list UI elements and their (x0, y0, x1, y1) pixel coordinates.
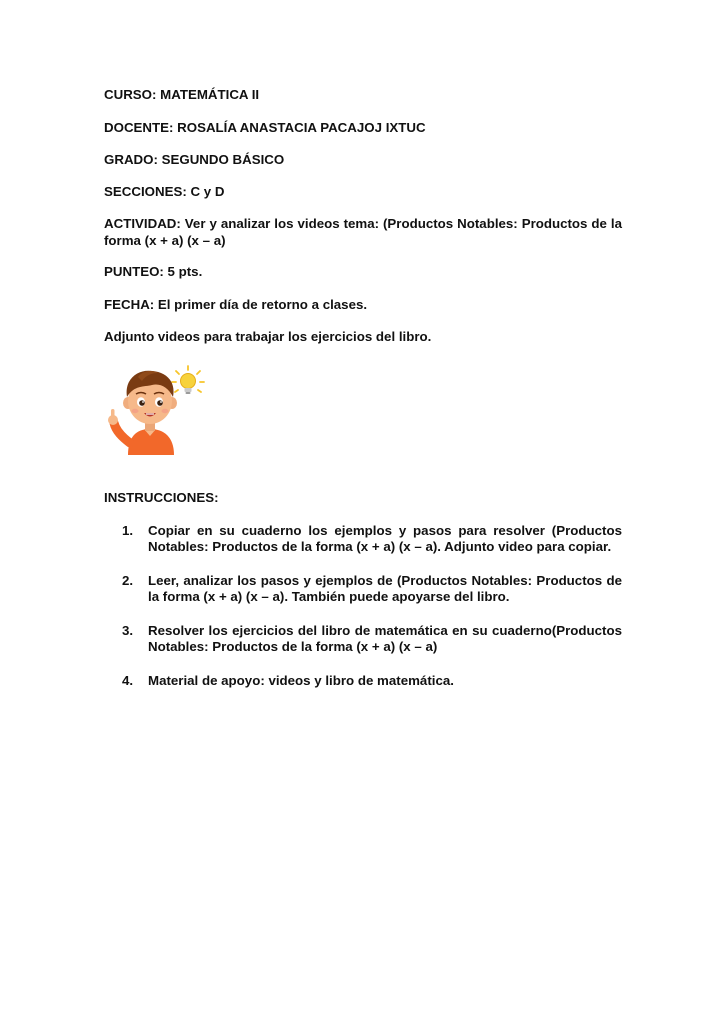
list-item (122, 623, 622, 655)
boy-idea-lightbulb-icon (102, 363, 212, 455)
teacher-line: DOCENTE: ROSALÍA ANASTACIA PACAJOJ IXTUC (104, 120, 426, 135)
activity-line: ACTIVIDAD: Ver y analizar los videos tema: (Productos Notables: Productos de la forma (x + a) (x – a) (104, 216, 622, 248)
list-item (122, 673, 622, 689)
sections-line: SECCIONES: C y D (104, 184, 225, 199)
attachment-note: Adjunto videos para trabajar los ejercicios del libro. (104, 329, 432, 344)
list-item-text: Resolver los ejercicios del libro de matemática en su cuaderno(Productos Notables: Productos de la forma (x + a) (x – a) (148, 623, 622, 654)
course-line: CURSO: MATEMÁTICA II (104, 87, 260, 102)
list-item-number: 3. (122, 623, 134, 638)
instructions-title: INSTRUCCIONES: (104, 490, 219, 505)
list-item-text: Material de apoyo: videos y libro de matemática. (148, 673, 454, 688)
list-item-text: Copiar en su cuaderno los ejemplos y pasos para resolver (Productos Notables: Productos de la forma (x + a) (x – a). Adjunto video para copiar. (148, 523, 622, 554)
list-item-number: 4. (122, 673, 134, 688)
grade-line: GRADO: SEGUNDO BÁSICO (104, 152, 285, 167)
instructions-list (122, 523, 622, 689)
list-item (122, 523, 622, 555)
date-line: FECHA: El primer día de retorno a clases. (104, 297, 368, 312)
list-item-number: 1. (122, 523, 134, 538)
list-item-text: Leer, analizar los pasos y ejemplos de (Productos Notables: Productos de la forma (x + a) (x – a). También puede apoyarse del libro. (148, 573, 622, 604)
score-line: PUNTEO: 5 pts. (104, 264, 203, 279)
list-item (122, 573, 622, 605)
list-item-number: 2. (122, 573, 134, 588)
